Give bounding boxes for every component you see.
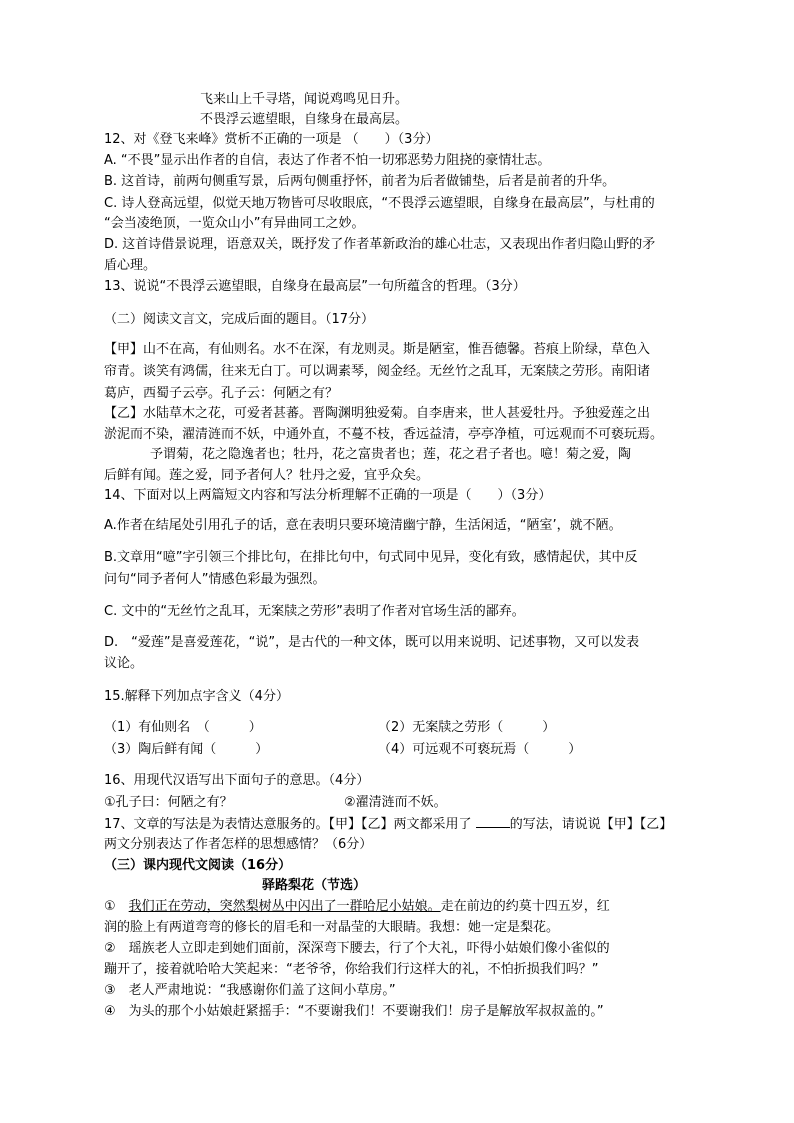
q16-item-2: ②濯清涟而不妖。 (344, 795, 447, 810)
q12-option-d-line2: 盾心理。 (104, 258, 157, 273)
q17-answer-blank[interactable] (476, 815, 510, 828)
q14-option-b-line1: B.文章用“噫”字引领三个排比句，在排比句中，句式同中见异，变化有致，感情起伏，其中反 (104, 550, 638, 565)
passage-jia-line3: 葛庐，西蜀子云亭。孔子云：何陋之有？ (104, 386, 339, 401)
passage-jia-line1: 【甲】山不在高，有仙则名。水不在深，有龙则灵。斯是陋室，惟吾德馨。苔痕上阶绿，草色入 (104, 342, 651, 357)
paragraph-1-number: ① (104, 899, 116, 914)
q17-line2: 两文分别表达了作者怎样的思想感情？（6分） (104, 837, 373, 852)
q13-stem: 13、说说“不畏浮云遮望眼，自缘身在最高层”一句所蕴含的哲理。（3分） (104, 279, 526, 294)
q14-option-d-line2: 议论。 (104, 656, 144, 671)
q15-item-4: （4）可远观不可亵玩焉（ ） (378, 742, 582, 757)
q15-item-1: （1）有仙则名 （ ） (104, 720, 262, 735)
q15-item-2: （2）无案牍之劳形（ ） (378, 720, 556, 735)
paragraph-1-rest: 走在前边的约莫十四五岁，红 (440, 899, 610, 914)
q17-line1 (104, 815, 672, 834)
q17-text-b: 的写法，请说说【甲】【乙】 (509, 817, 673, 832)
paragraph-1-underlined: 我们正在劳动，突然梨树丛中闪出了一群哈尼小姑娘。 (128, 899, 441, 914)
q12-option-c-line1: C. 诗人登高远望，似觉天地万物皆可尽收眼底，“不畏浮云遮望眼，自缘身在最高层”，与杜甫的 (104, 196, 655, 211)
paragraph-3: ③ 老人严肃地说：“我感谢你们盖了这间小草房。” (104, 983, 396, 998)
q12-option-c-line2: “会当凌绝顶，一览众山小”有异曲同工之妙。 (104, 216, 365, 231)
q12-option-d-line1: D. 这首诗借景说理，语意双关，既抒发了作者革新政治的雄心壮志，又表现出作者归隐山野的矛 (104, 237, 656, 252)
paragraph-2-line1: ② 瑶族老人立即走到她们面前，深深弯下腰去，行了个大礼，吓得小姑娘们像小雀似的 (104, 941, 610, 956)
section3-title: （三）课内现代文阅读（16分） (104, 858, 292, 873)
q12-option-a: A. “不畏”显示出作者的自信，表达了作者不怕一切邪恶势力阻挠的豪情壮志。 (104, 153, 551, 168)
paragraph-4: ④ 为头的那个小姑娘赶紧摇手：“不要谢我们！不要谢我们！房子是解放军叔叔盖的。” (104, 1004, 604, 1019)
q16-item-1: ①孔子曰：何陋之有？ (104, 795, 233, 810)
passage-yi-line4: 后鲜有闻。莲之爱，同予者何人？牡丹之爱，宜乎众矣。 (104, 468, 430, 483)
passage-yi-line1: 【乙】水陆草木之花，可爱者甚蕃。晋陶渊明独爱菊。自李唐来，世人甚爱牡丹。予独爱莲之出 (104, 406, 651, 421)
q12-option-b: B. 这首诗，前两句侧重写景，后两句侧重抒怀，前者为后者做铺垫，后者是前者的升华。 (104, 174, 616, 189)
passage-yi-line2: 淤泥而不染，濯清涟而不妖，中通外直，不蔓不枝，香远益清，亭亭净植，可远观而不可亵玩焉。 (104, 427, 664, 442)
passage-jia-line2: 帘青。谈笑有鸿儒，往来无白丁。可以调素琴，阅金经。无丝竹之乱耳，无案牍之劳形。南阳诸 (104, 364, 651, 379)
paragraph-1-line1 (104, 898, 610, 916)
passage-yi-line3: 予谓菊，花之隐逸者也；牡丹，花之富贵者也；莲，花之君子者也。噫！菊之爱，陶 (150, 447, 632, 462)
q16-stem: 16、用现代汉语写出下面句子的意思。（4分） (104, 773, 370, 788)
article-title: 驿路梨花（节选） (262, 878, 367, 893)
q14-option-d-line1: D. “爱莲”是喜爱莲花，“说”，是古代的一种文体，既可以用来说明、记述事物，又可以发表 (104, 635, 640, 650)
q12-stem: 12、对《登飞来峰》赏析不正确的一项是 （ ）（3分） (104, 132, 439, 147)
paragraph-2-line2: 蹦开了，接着就哈哈大笑起来：“老爷爷，你给我们行这样大的礼，不怕折损我们吗？” (104, 962, 599, 977)
q14-option-b-line2: 问句“同予者何人”情感色彩最为强烈。 (104, 572, 326, 587)
section2-title: （二）阅读文言文，完成后面的题目。（17分） (104, 312, 375, 327)
q14-stem: 14、下面对以上两篇短文内容和写法分析理解不正确的一项是（ ）（3分） (104, 488, 552, 503)
q15-stem: 15.解释下列加点字含义（4分） (104, 689, 289, 704)
q14-option-a: A.作者在结尾处引用孔子的话，意在表明只要环境清幽宁静，生活闲适，“陋室’，就不陋。 (104, 518, 622, 533)
poem-line-2: 不畏浮云遮望眼，自缘身在最高层。 (200, 112, 409, 127)
q17-text-a: 17、文章的写法是为表情达意服务的。【甲】【乙】两文都采用了 (104, 817, 472, 832)
paragraph-1-line2: 润的脸上有两道弯弯的修长的眉毛和一对晶莹的大眼睛。我想：她一定是梨花。 (104, 920, 560, 935)
q15-item-3: （3）陶后鲜有闻（ ） (104, 742, 269, 757)
poem-line-1: 飞来山上千寻塔，闻说鸡鸣见日升。 (200, 92, 409, 107)
q14-option-c: C. 文中的“无丝竹之乱耳，无案牍之劳形”表明了作者对官场生活的鄙弃。 (104, 604, 525, 619)
